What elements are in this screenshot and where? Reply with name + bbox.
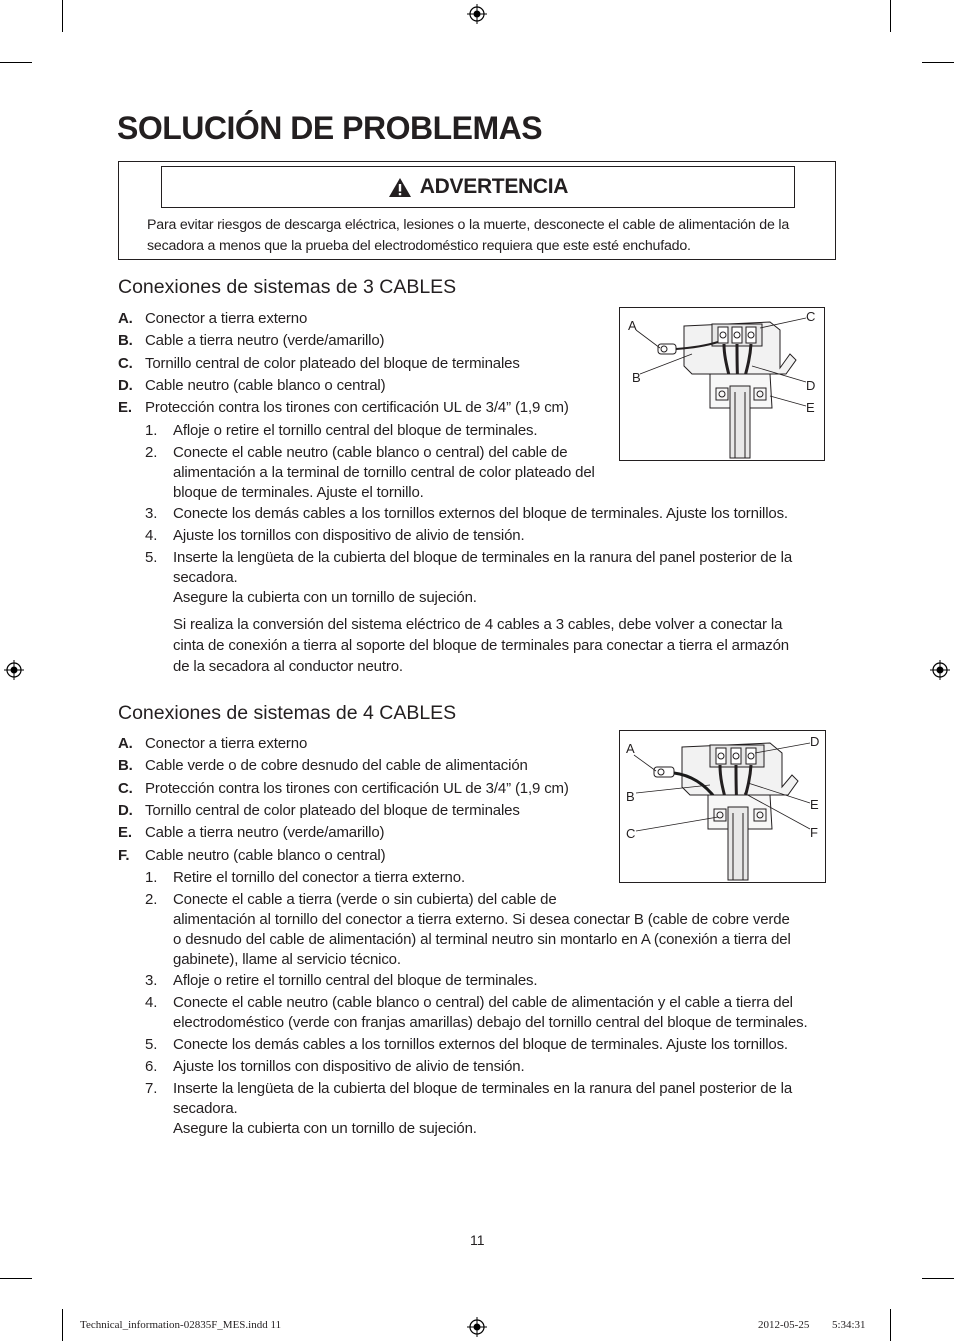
registration-mark-icon: [930, 660, 950, 680]
list-item-key: C.: [118, 779, 133, 797]
registration-mark-icon: [467, 4, 487, 24]
step-number: 1.: [145, 422, 158, 439]
step-number: 1.: [145, 869, 158, 886]
section-4-heading: Conexiones de sistemas de 4 CABLES: [118, 702, 457, 724]
list-item-text: Tornillo central de color plateado del bloque de terminales: [145, 801, 520, 819]
step-number: 4.: [145, 994, 158, 1011]
step-number: 2.: [145, 891, 158, 908]
footer-file-name: Technical_information-02835F_MES.indd 11: [80, 1319, 282, 1331]
step-text-line: Ajuste los tornillos con dispositivo de alivio de tensión.: [173, 527, 525, 544]
list-item-text: Protección contra los tirones con certificación UL de 3/4” (1,9 cm): [145, 779, 569, 797]
figure-label-e: E: [810, 797, 819, 812]
crop-mark: [0, 1278, 32, 1279]
step-text-line: bloque de terminales. Ajuste el tornillo.: [173, 484, 424, 501]
list-item-key: A.: [118, 735, 133, 752]
step-number: 5.: [145, 1036, 158, 1053]
registration-mark-icon: [4, 660, 24, 680]
warning-text: Para evitar riesgos de descarga eléctrica, lesiones o la muerte, desconecte el cable de alimentación de la secadora a menos que la prueba del electrodoméstico requiera que este esté enchufado.: [147, 217, 790, 254]
list-item-key: D.: [118, 376, 133, 394]
step-text-line: Conecte los demás cables a los tornillos externos del bloque de terminales. Ajuste los tornillos.: [173, 505, 788, 522]
step-text-line: Inserte la lengüeta de la cubierta del bloque de terminales en la ranura del panel posterior de la: [173, 1080, 793, 1097]
crop-mark: [0, 62, 32, 63]
page-number: 11: [470, 1232, 485, 1248]
step-text-line: Asegure la cubierta con un tornillo de sujeción.: [173, 589, 477, 606]
step-number: 2.: [145, 444, 158, 461]
figure-label-d: D: [810, 734, 820, 749]
figure-label-c: C: [626, 826, 636, 841]
step-text-line: Conecte los demás cables a los tornillos externos del bloque de terminales. Ajuste los tornillos.: [173, 1036, 788, 1053]
figure-label-d: D: [806, 378, 816, 393]
crop-mark: [922, 62, 954, 63]
step-number: 7.: [145, 1080, 158, 1097]
list-item-key: C.: [118, 354, 133, 372]
step-text-line: Conecte el cable neutro (cable blanco o central) del cable de alimentación y el cable a tierra del: [173, 994, 793, 1011]
terminal-block-illustration: [620, 731, 825, 882]
page-title: SOLUCIÓN DE PROBLEMAS: [117, 110, 543, 146]
registration-mark-icon: [467, 1317, 487, 1337]
list-item-key: B.: [118, 757, 133, 775]
step-text-line: electrodoméstico (verde con franjas amarillas) debajo del tornillo central del bloque de terminales.: [173, 1014, 808, 1031]
three-wire-diagram: [619, 307, 825, 461]
crop-mark: [922, 1278, 954, 1279]
step-text-line: Inserte la lengüeta de la cubierta del bloque de terminales en la ranura del panel posterior de la: [173, 549, 793, 566]
crop-mark: [890, 1309, 891, 1341]
step-text-line: secadora.: [173, 569, 238, 586]
list-item-text: Conector a tierra externo: [145, 310, 308, 327]
list-item-text: Cable verde o de cobre desnudo del cable de alimentación: [145, 757, 528, 775]
list-item-text: Cable a tierra neutro (verde/amarillo): [145, 824, 385, 842]
note-line: de la secadora al conductor neutro.: [173, 658, 403, 675]
step-number: 3.: [145, 505, 158, 522]
step-number: 6.: [145, 1058, 158, 1075]
step-text-line: Afloje o retire el tornillo central del bloque de terminales.: [173, 972, 538, 989]
terminal-block-illustration: [620, 308, 824, 460]
figure-label-a: A: [628, 318, 637, 333]
footer-datetime: 2012-05-25    5:34:31: [758, 1319, 866, 1331]
step-text-line: Conecte el cable a tierra (verde o sin cubierta) del cable de: [173, 891, 557, 908]
figure-label-e: E: [806, 400, 815, 415]
note-line: cinta de conexión a tierra al soporte del bloque de terminales para conectar a tierra el armazón: [173, 637, 789, 654]
list-item-key: E.: [118, 824, 132, 842]
warning-header: [161, 166, 795, 208]
step-text-line: o desnudo del cable de alimentación) al terminal neutro sin montarlo en A (conexión a tierra del: [173, 931, 791, 948]
list-item-text: Protección contra los tirones con certificación UL de 3/4” (1,9 cm): [145, 399, 569, 417]
crop-mark: [890, 0, 891, 32]
note-line: Si realiza la conversión del sistema eléctrico de 4 cables a 3 cables, debe volver a conectar la: [173, 616, 783, 633]
list-item-text: Cable neutro (cable blanco o central): [145, 376, 386, 394]
list-item-key: B.: [118, 332, 133, 350]
figure-label-a: A: [626, 741, 635, 756]
step-text-line: alimentación al tornillo del conector a tierra externo. Si desea conectar B (cable de cobre verde: [173, 911, 790, 928]
figure-label-b: B: [632, 370, 641, 385]
list-item-text: Cable neutro (cable blanco o central): [145, 846, 386, 864]
list-item-key: A.: [118, 310, 133, 327]
crop-mark: [62, 0, 63, 32]
figure-label-b: B: [626, 789, 635, 804]
step-number: 4.: [145, 527, 158, 544]
step-text-line: Ajuste los tornillos con dispositivo de alivio de tensión.: [173, 1058, 525, 1075]
four-wire-diagram: [619, 730, 826, 883]
list-item-key: F.: [118, 846, 130, 864]
warning-label: ADVERTENCIA: [419, 175, 569, 198]
step-number: 5.: [145, 549, 158, 566]
list-item-key: D.: [118, 801, 133, 819]
step-text-line: Afloje o retire el tornillo central del bloque de terminales.: [173, 422, 538, 439]
step-text-line: secadora.: [173, 1100, 238, 1117]
figure-label-c: C: [806, 309, 816, 324]
warning-triangle-icon: [388, 177, 412, 198]
warning-box: [118, 161, 836, 260]
step-text-line: Asegure la cubierta con un tornillo de sujeción.: [173, 1120, 477, 1137]
list-item-text: Tornillo central de color plateado del bloque de terminales: [145, 354, 520, 372]
section-3-heading: Conexiones de sistemas de 3 CABLES: [118, 276, 457, 298]
list-item-text: Cable a tierra neutro (verde/amarillo): [145, 332, 385, 350]
step-text-line: Conecte el cable neutro (cable blanco o central) del cable de: [173, 444, 568, 461]
step-text-line: alimentación a la terminal de tornillo central de color plateado del: [173, 464, 595, 481]
step-text-line: Retire el tornillo del conector a tierra externo.: [173, 869, 465, 886]
step-text-line: gabinete), llame al servicio técnico.: [173, 951, 401, 968]
list-item-key: E.: [118, 399, 132, 417]
figure-label-f: F: [810, 825, 818, 840]
crop-mark: [62, 1309, 63, 1341]
list-item-text: Conector a tierra externo: [145, 735, 308, 752]
step-number: 3.: [145, 972, 158, 989]
